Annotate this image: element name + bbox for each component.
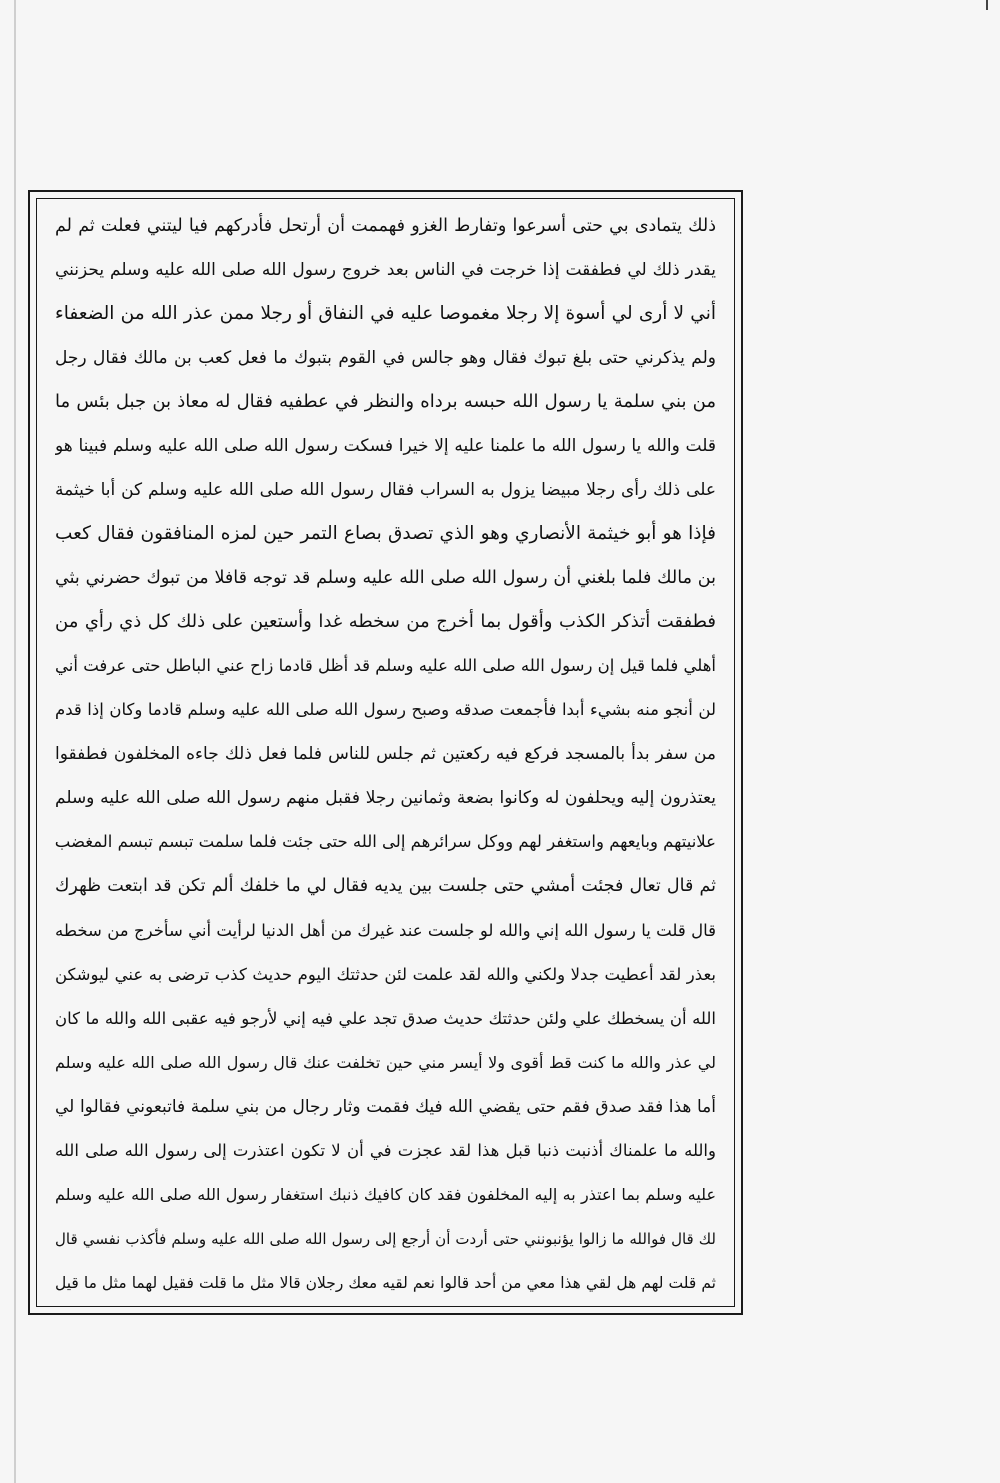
page-gutter-line — [14, 0, 16, 1483]
text-line: بن مالك فلما بلغني أن رسول الله صلى الله عليه وسلم قد توجه قافلا من تبوك حضرني بثي — [55, 568, 716, 589]
text-line: الله أن يسخطك علي ولئن حدثتك حديث صدق تجد علي فيه إني لأرجو فيه عقبى الله والله ما كان — [55, 1008, 716, 1028]
arabic-text-block — [55, 209, 716, 1300]
text-line: ذلك يتمادى بي حتى أسرعوا وتفارط الغزو فهممت أن أرتحل فأدركهم فيا ليتني فعلت ثم لم — [55, 216, 716, 236]
text-line: قال قلت يا رسول الله إني والله لو جلست عند غيرك من أهل الدنيا لرأيت أني سأخرج من سخطه — [55, 920, 716, 940]
text-line: لك قال فوالله ما زالوا يؤنبونني حتى أردت أن أرجع إلى رسول الله صلى الله عليه وسلم فأكذب نفسي قال — [55, 1229, 716, 1248]
text-line: أهلي فلما قيل إن رسول الله صلى الله عليه وسلم قد أظل قادما زاح عني الباطل حتى عرفت أني — [55, 656, 716, 676]
text-line: والله ما علمناك أذنبت ذنبا قبل هذا لقد عجزت في أن لا تكون اعتذرت إلى رسول الله صلى الله — [55, 1140, 716, 1160]
text-line: علانيتهم وبايعهم واستغفر لهم ووكل سرائرهم إلى الله حتى جئت فلما سلمت تبسم تبسم المغضب — [55, 832, 716, 852]
corner-ink-mark — [986, 0, 988, 10]
text-line: من سفر بدأ بالمسجد فركع فيه ركعتين ثم جلس للناس فلما فعل ذلك جاءه المخلفون فطفقوا — [55, 744, 716, 765]
text-line: ثم قال تعال فجئت أمشي حتى جلست بين يديه فقال لي ما خلفك ألم تكن قد ابتعت ظهرك — [55, 876, 716, 897]
text-frame — [36, 198, 735, 1307]
text-line: على ذلك رأى رجلا مبيضا يزول به السراب فقال رسول الله صلى الله عليه وسلم كن أبا خيثمة — [55, 480, 716, 501]
text-line: أني لا أرى لي أسوة إلا رجلا مغموصا عليه في النفاق أو رجلا ممن عذر الله من الضعفاء — [55, 303, 716, 325]
text-line: لي عذر والله ما كنت قط أقوى ولا أيسر مني حين تخلفت عنك قال رسول الله صلى الله عليه وسلم — [55, 1052, 716, 1072]
text-line: عليه وسلم بما اعتذر به إليه المخلفون فقد كان كافيك ذنبك استغفار رسول الله صلى الله عليه وسلم — [55, 1184, 716, 1204]
text-line: يقدر ذلك لي فطفقت إذا خرجت في الناس بعد خروج رسول الله صلى الله عليه وسلم يحزنني — [55, 260, 716, 281]
text-line: بعذر لقد أعطيت جدلا ولكني والله لقد علمت لئن حدثتك اليوم حديث كذب ترضى به عني ليوشكن — [55, 964, 716, 984]
text-line: من بني سلمة يا رسول الله حبسه برداه والنظر في عطفيه فقال له معاذ بن جبل بئس ما — [55, 391, 716, 413]
text-line: قلت والله يا رسول الله ما علمنا عليه إلا خيرا فسكت رسول الله صلى الله عليه وسلم فبينا هو — [55, 436, 716, 457]
text-line: أما هذا فقد صدق فقم حتى يقضي الله فيك فقمت وثار رجال من بني سلمة فاتبعوني فقالوا لي — [55, 1096, 716, 1117]
text-line: فإذا هو أبو خيثمة الأنصاري وهو الذي تصدق بصاع التمر حين لمزه المنافقون فقال كعب — [55, 523, 716, 545]
text-line: يعتذرون إليه ويحلفون له وكانوا بضعة وثمانين رجلا فقبل منهم رسول الله صلى الله عليه وسلم — [55, 788, 716, 809]
text-line: فطفقت أتذكر الكذب وأقول بما أخرج من سخطه غدا وأستعين على ذلك كل ذي رأي من — [55, 611, 716, 633]
text-line: ثم قلت لهم هل لقي هذا معي من أحد قالوا نعم لقيه معك رجلان قالا مثل ما قلت فقيل لهما مثل ما قيل — [55, 1273, 716, 1292]
text-line: لن أنجو منه بشيء أبدا فأجمعت صدقه وصبح رسول الله صلى الله عليه وسلم قادما وكان إذا قدم — [55, 700, 716, 720]
text-line: ولم يذكرني حتى بلغ تبوك فقال وهو جالس في القوم بتبوك ما فعل كعب بن مالك فقال رجل — [55, 348, 716, 369]
